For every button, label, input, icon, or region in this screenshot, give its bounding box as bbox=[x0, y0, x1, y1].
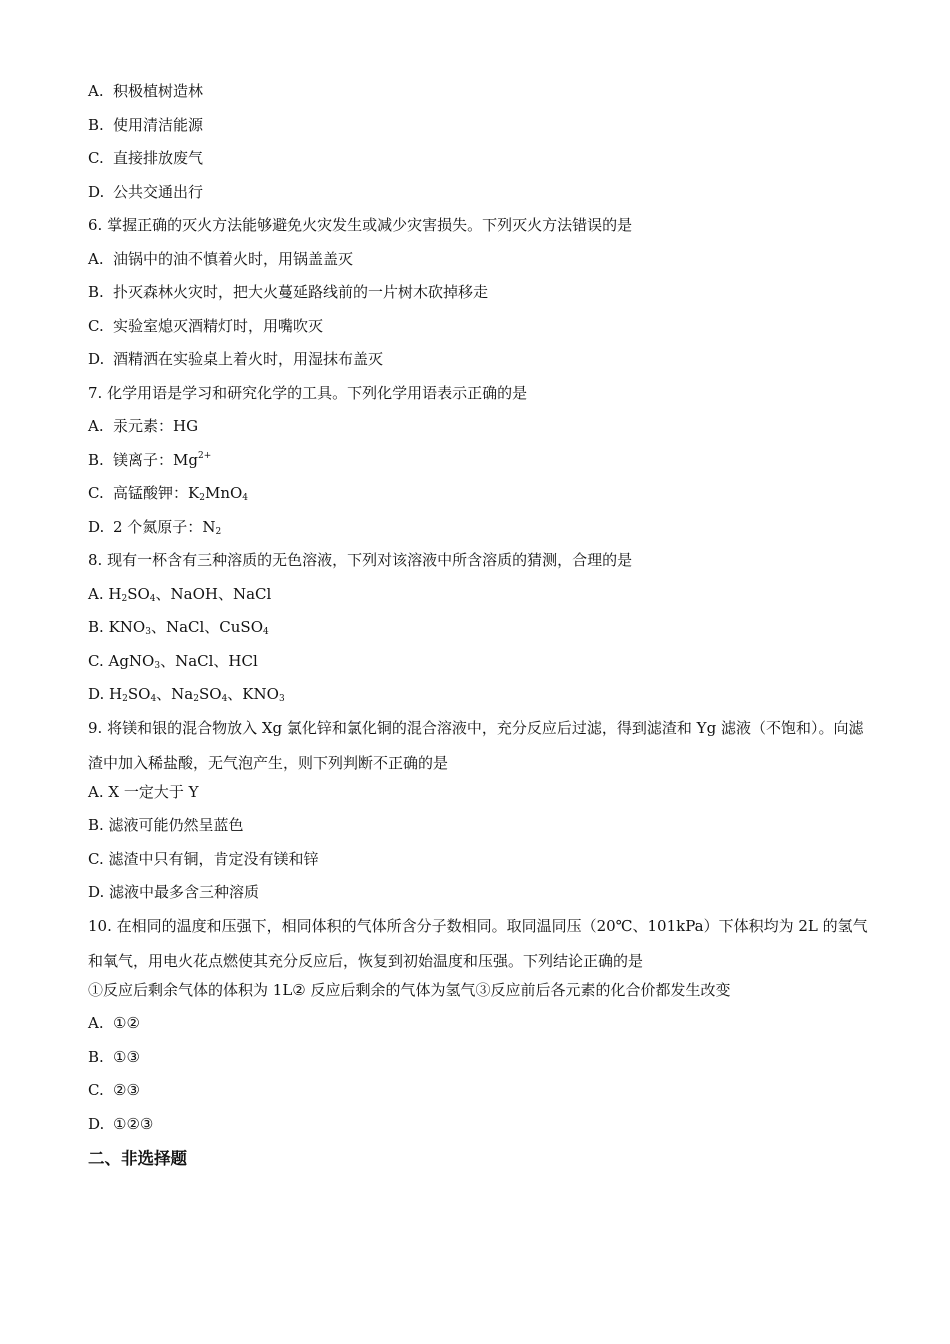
q7-option-a: A. 汞元素：HG bbox=[88, 417, 199, 435]
q7-stem: 7. 化学用语是学习和研究化学的工具。下列化学用语表示正确的是 bbox=[88, 383, 528, 402]
q10-option-d: D. ①②③ bbox=[88, 1114, 154, 1133]
q9-option-b: B. 滤液可能仍然呈蓝色 bbox=[88, 816, 244, 834]
q8-option-c: C. AgNO$_3$、NaCl、HCl bbox=[88, 651, 258, 671]
section-heading: 二、非选择题 bbox=[88, 1149, 187, 1168]
q8-option-a: A. $H_2SO_4$、NaOH、NaCl bbox=[88, 584, 272, 604]
q8-stem: 8. 现有一杯含有三种溶质的无色溶液，下列对该溶液中所含溶质的猜测，合理的是 bbox=[88, 551, 633, 569]
q9-option-d: D. 滤液中最多含三种溶质 bbox=[88, 883, 260, 901]
q6-stem: 6. 掌握正确的灭火方法能够避免火灾发生或减少灾害损失。下列灭火方法错误的是 bbox=[88, 216, 633, 234]
q6-option-c: C. 实验室熄灭酒精灯时，用嘴吹灭 bbox=[88, 316, 324, 335]
q6-option-b: B. 扑灭森林火灾时，把大火蔓延路线前的一片树木砍掉移走 bbox=[88, 283, 489, 301]
q6-option-d: D. 酒精洒在实验桌上着火时，用湿抹布盖灭 bbox=[88, 350, 384, 368]
q10-statements: ①反应后剩余气体的体积为 1L② 反应后剩余的气体为氢气③反应前后各元素的化合价都发生改变 bbox=[88, 980, 731, 999]
q7-option-b: B. 镁离子：$Mg^{2+}$ bbox=[88, 450, 212, 469]
q10-option-c: C. ②③ bbox=[88, 1081, 140, 1099]
q5-option-c: C. 直接排放废气 bbox=[88, 149, 204, 167]
q9-option-c: C. 滤渣中只有铜，肯定没有镁和锌 bbox=[88, 849, 319, 868]
q9-option-a: A. X 一定大于 Y bbox=[88, 782, 199, 801]
q9-stem: 9. 将镁和银的混合物放入 Xg 氯化锌和氯化铜的混合溶液中，充分反应后过滤，得到滤渣和 Yg 滤液（不饱和）。向滤渣中加入稀盐酸，无气泡产生，则下列判断不正确的是 bbox=[88, 718, 864, 772]
q8-option-d: D. $H_2SO_4$、$Na_2SO_4$、$KNO_3$ bbox=[88, 685, 285, 704]
q10-stem: 10. 在相同的温度和压强下，相同体积的气体所含分子数相同。取同温同压（20℃、101kPa）下体积均为 2L 的氢气和氧气，用电火花点燃使其充分反应后，恢复到初始温度和压强。下列结论正确的是 bbox=[88, 916, 868, 970]
q10-option-b: B. ①③ bbox=[88, 1047, 140, 1066]
q5-option-d: D. 公共交通出行 bbox=[88, 182, 204, 201]
q7-option-d: D. 2 个氮原子：$N_2$ bbox=[88, 517, 222, 537]
q5-option-a: A. 积极植树造林 bbox=[88, 82, 204, 100]
document-page bbox=[88, 78, 878, 1180]
q8-option-b: B. $KNO_3$、NaCl、CuSO$_4$ bbox=[88, 618, 269, 637]
q6-option-a: A. 油锅中的油不慎着火时，用锅盖盖灭 bbox=[88, 249, 354, 268]
q7-option-c: C. 高锰酸钾：$K_2MnO_4$ bbox=[88, 484, 249, 503]
q10-option-a: A. ①② bbox=[88, 1014, 140, 1032]
q5-option-b: B. 使用清洁能源 bbox=[88, 115, 204, 134]
